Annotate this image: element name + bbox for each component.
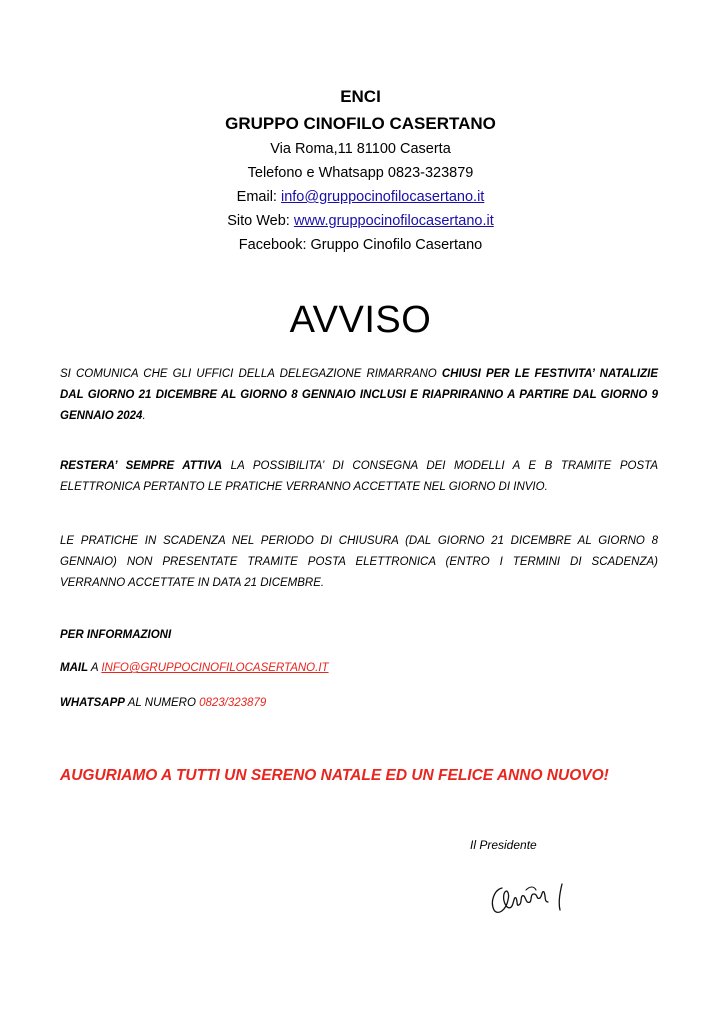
website-link[interactable]: www.gruppocinofilocasertano.it <box>293 213 494 229</box>
closure-notice <box>60 364 658 427</box>
org-name-group: GRUPPO CINOFILO CASERTANO <box>225 114 496 133</box>
email-submission-text: LA POSSIBILITA’ DI CONSEGNA DEI MODELLI A E B TRAMITE POSTA ELETTRONICA PERTANTO LE PRATICHE VERRANNO ACCETTATE NEL GIORNO DI INVIO. <box>60 460 659 493</box>
expiring-practices-notice: LE PRATICHE IN SCADENZA NEL PERIODO DI CHIUSURA (DAL GIORNO 21 DICEMBRE AL GIORNO 8 GENNAIO) NON PRESENTATE TRAMITE POSTA ELETTRONICA (ENTRO I TERMINI DI SCADENZA) VERRANNO ACCETTATE IN DATA 21 DICEMBRE. <box>60 535 658 589</box>
email-label: Email: <box>236 189 281 205</box>
letterhead <box>0 84 721 257</box>
whatsapp-contact <box>60 693 658 714</box>
page-title: AVVISO <box>289 299 432 341</box>
mail-contact <box>60 658 658 679</box>
closure-intro: SI COMUNICA CHE GLI UFFICI DELLA DELEGAZIONE RIMARRANO <box>60 368 442 380</box>
holiday-greeting: AUGURIAMO A TUTTI UN SERENO NATALE ED UN FELICE ANNO NUOVO! <box>60 767 609 784</box>
website-line <box>0 209 721 233</box>
president-label: Il Presidente <box>470 838 537 852</box>
always-active-label: RESTERA’ SEMPRE ATTIVA <box>60 460 223 472</box>
website-label: Sito Web: <box>227 213 294 229</box>
email-submission-notice <box>60 456 658 498</box>
closure-dates: CHIUSI PER LE FESTIVITA’ NATALIZIE DAL GIORNO 21 DICEMBRE AL GIORNO 8 GENNAIO INCLUSI E RIAPRIRANNO A PARTIRE DAL GIORNO 9 GENNAIO 2024 <box>60 368 659 422</box>
address: Via Roma,11 81100 Caserta <box>270 141 451 157</box>
whatsapp-connector: AL NUMERO <box>124 697 200 709</box>
whatsapp-number: 0823/323879 <box>199 697 267 709</box>
info-heading: PER INFORMAZIONI <box>60 629 172 641</box>
mail-link[interactable]: INFO@GRUPPOCINOFILOCASERTANO.IT <box>101 662 329 674</box>
closure-period: . <box>142 410 146 422</box>
whatsapp-label: WHATSAPP <box>60 697 125 709</box>
email-link[interactable]: info@gruppocinofilocasertano.it <box>280 189 485 205</box>
signature-icon <box>486 872 582 922</box>
mail-connector: A <box>88 662 102 674</box>
email-line <box>0 185 721 209</box>
facebook-line: Facebook: Gruppo Cinofilo Casertano <box>238 237 483 253</box>
mail-label: MAIL <box>60 662 89 674</box>
org-name-enci: ENCI <box>340 87 381 106</box>
phone: Telefono e Whatsapp 0823-323879 <box>247 165 474 181</box>
